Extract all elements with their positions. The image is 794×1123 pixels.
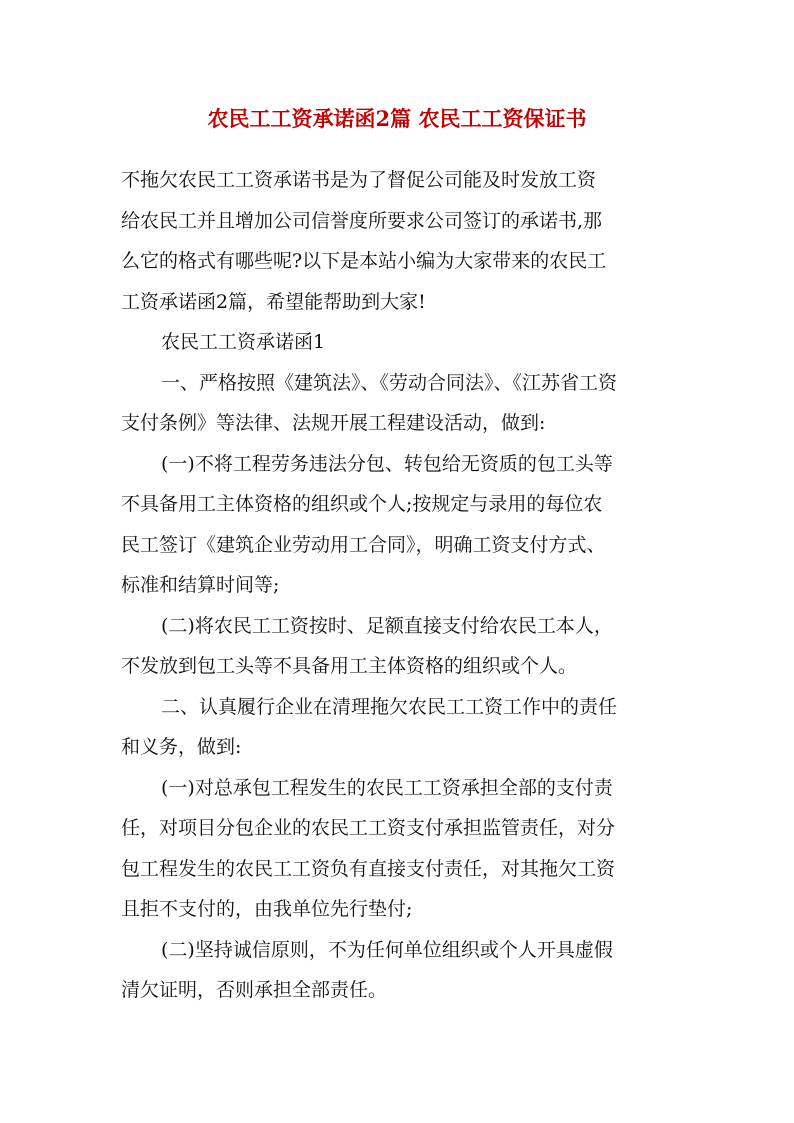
paragraph-clause-1-2 xyxy=(121,606,681,687)
document-title: 农民工工资承诺函2篇 农民工工资保证书 xyxy=(207,106,587,131)
text-line: 一、严格按照《建筑法》、《劳动合同法》、《江苏省工资 xyxy=(161,371,618,394)
text-line: 不拖欠农民工工资承诺书是为了督促公司能及时发放工资 xyxy=(121,169,597,191)
text-line: (一)不将工程劳务违法分包、转包给无资质的包工头等 xyxy=(161,452,613,475)
text-line: (一)对总承包工程发生的农民工工资承担全部的支付责 xyxy=(161,776,613,799)
text-line: 工资承诺函2篇，希望能帮助到大家! xyxy=(121,290,426,313)
paragraph-clause-1-1 xyxy=(121,444,681,606)
paragraph-clause-2-1 xyxy=(121,768,681,930)
text-line: 支付条例》等法律、法规开展工程建设活动，做到: xyxy=(121,412,546,434)
paragraph-clause-2-2 xyxy=(121,930,681,1011)
paragraph-clause-1 xyxy=(121,363,681,444)
text-line: 且拒不支付的，由我单位先行垫付; xyxy=(121,898,413,920)
paragraph-clause-2 xyxy=(121,687,681,768)
text-line: 民工签订《建筑企业劳动用工合同》，明确工资支付方式、 xyxy=(121,533,606,556)
text-line: 么它的格式有哪些呢?以下是本站小编为大家带来的农民工 xyxy=(121,250,607,272)
text-line: 不发放到包工头等不具备用工主体资格的组织或个人。 xyxy=(121,655,578,677)
text-line: 任，对项目分包企业的农民工工资支付承担监管责任，对分 xyxy=(121,817,616,839)
text-line: 二、认真履行企业在清理拖欠农民工工资工作中的责任 xyxy=(161,695,618,718)
text-line: 农民工工资承诺函1 xyxy=(161,331,326,353)
text-line: 标准和结算时间等; xyxy=(121,574,280,596)
document-body xyxy=(121,160,681,1011)
text-line: 不具备用工主体资格的组织或个人;按规定与录用的每位农 xyxy=(121,493,603,515)
section-heading xyxy=(121,322,681,363)
text-line: 和义务，做到: xyxy=(121,736,242,758)
paragraph-intro xyxy=(121,160,681,322)
text-line: 清欠证明，否则承担全部责任。 xyxy=(121,979,388,1001)
text-line: (二)坚持诚信原则，不为任何单位组织或个人开具虚假 xyxy=(161,938,613,961)
text-line: 包工程发生的农民工工资负有直接支付责任，对其拖欠工资 xyxy=(121,857,616,880)
text-line: 给农民工并且增加公司信誉度所要求公司签订的承诺书,那 xyxy=(121,209,603,232)
text-line: (二)将农民工工资按时、足额直接支付给农民工本人， xyxy=(161,614,613,637)
